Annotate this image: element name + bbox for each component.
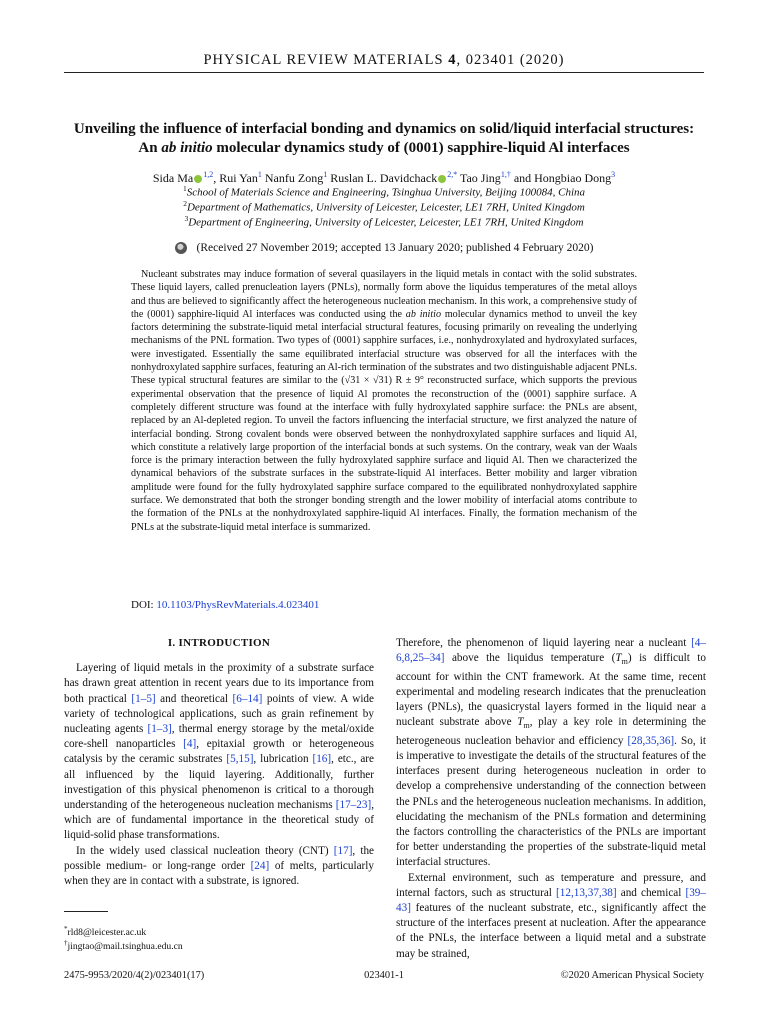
email-link[interactable]: jingtao@mail.tsinghua.edu.cn [67,941,183,953]
author-name: Ruslan L. Davidchack [330,171,438,185]
author-affiliation-mark[interactable]: 1,† [500,170,511,179]
citation-link[interactable]: [1–3] [147,723,172,736]
citation-link[interactable]: [4–6,8,25–34] [396,637,706,665]
journal-name: PHYSICAL REVIEW MATERIALS [203,52,444,68]
author-name: Nanfu Zong [264,171,324,185]
header-rule [64,72,704,73]
doi-line: DOI: 10.1103/PhysRevMaterials.4.023401 [131,599,320,611]
email-link[interactable]: rld8@leicester.ac.uk [67,927,147,939]
footer-page: 023401-1 [364,970,404,981]
abstract: Nucleant substrates may induce formation of several quasilayers in the liquid metals in contact with the solid substrates. These liquid layers, called prenucleation layers (PNLs), normally form above the liquidus temperatures of the metal alloys and thus are believed to significantly affect the heterogeneous nucleation mechanism. In this work, a comprehensive study of the (0001) sapphire-liquid Al interfaces was conducted using the ab initio molecular dynamics method to unveil the key factors determining the substrate-liquid metal interfacial structural features, focusing primarily on revealing the underlying mechanisms of the PNL formation. Two types of (0001) sapphire surfaces, i.e., nonhydroxylated and hydroxylated surfaces, were investigated. Essentially the same equilibrated interfacial structure was observed for all the interfaces with the nonhydroxylated sapphire surfaces, featuring an Al-rich termination of the substrates and two distinguishable adjacent PNLs. These typical structural features are similar to the (√31 × √31) R ± 9° reconstructed surface, which supports the previous experimental observation that the presence of liquid Al promotes the reconstruction of the (0001) sapphire surface. A completely different structure was found at the interface with fully hydroxylated sapphire surface: the PNLs are absent, replaced by an Al-depleted region. To unveil the factors influencing the interfacial structure, we first analyzed the nature of interfacial bonding. Strong covalent bonds were observed between the nonhydroxylated sapphire surfaces and liquid Al, which constitute a relatively large proportion of the interfacial bonds at such systems. On the contrary, weak van der Waals force is the primary interaction between the fully hydroxylated sapphire surface and liquid Al. Then we characterized the dynamical behaviors of the substrate surfaces in the substrate-liquid Al interfaces. Better mobility and larger vibration amplitude were found for the fully hydroxylated sapphire surface compared to the equilibrated nonhydroxylated sapphire surface. We demonstrated that both the stronger bonding strength and the lower mobility of interfacial atoms contribute to the formation of the PNLs at the nonhydroxylated sapphire-liquid Al interfaces. Finally, the formation mechanism of the PNLs at the substrate-liquid metal interface is summarized. [131,269,637,533]
citation-link[interactable]: [4] [183,738,197,751]
citation-link[interactable]: [5,15] [226,753,254,766]
author-affiliation-mark[interactable]: 2,* [447,170,458,179]
received-dates: (Received 27 November 2019; accepted 13 January 2020; published 4 February 2020) [64,242,704,254]
citation-link[interactable]: [17–23] [335,799,372,812]
paper-title [64,120,704,158]
citation-link[interactable]: [28,35,36] [627,734,675,747]
affiliation-2: $^2$Department of Mathematics, University of Leicester, Leicester, LE1 7RH, United Kingdom [183,199,585,214]
footer-copyright: ©2020 American Physical Society [560,970,704,981]
author-name: Sida Ma [152,171,194,185]
math-symbol: T [615,652,622,665]
orcid-icon[interactable] [194,175,202,183]
math-symbol: T [517,716,524,729]
paragraph: Layering of liquid metals in the proximity of a substrate surface has drawn great attention in recent years due to its importance from both practical [1–5] and theoretical [6–14] points of view. A wide variety of technological applications, such as grain refinement by nucleating agents [1–3], thermal energy storage by the metal/oxide core-shell nanoparticles [4], epitaxial growth or heterogeneous catalysis by the ceramic substrates [5,15], lubrication [16], etc., are all influenced by the liquid layering. Additionally, further investigation of this physical phenomenon is critical to a thorough understanding of the heterogeneous nucleation mechanisms [17–23], which are of fundamental importance in the theoretical study of liquid-solid phase transformations. [64,662,375,842]
footer-issn: 2475-9953/2020/4(2)/023401(17) [64,970,205,981]
article-number: , 023401 (2020) [456,52,565,68]
citation-link[interactable]: [12,13,37,38] [556,886,617,899]
column-left [64,636,374,889]
author-name: and Hongbiao Dong [513,171,612,185]
author-affiliation-mark[interactable]: 3 [611,170,616,179]
affiliation-1: $^1$School of Materials Science and Engineering, Tsinghua University, Beijing 100084, China [182,184,586,199]
running-header [64,52,704,69]
author-name: Tao Jing [459,171,501,185]
journal-volume: 4 [448,52,457,68]
footnote-2: †jingtao@mail.tsinghua.edu.cn [64,939,183,953]
citation-link[interactable]: [6–14] [232,692,263,705]
title-line-2: An ab initio molecular dynamics study of (0001) sapphire-liquid Al interfaces [138,140,630,156]
orcid-icon[interactable] [438,175,446,183]
math-subscript: m [523,721,530,731]
author-affiliation-mark[interactable]: 1,2 [203,170,214,179]
section-heading: I. INTRODUCTION [167,637,271,649]
citation-link[interactable]: [39–43] [396,886,706,914]
citation-link[interactable]: [17] [333,844,353,857]
column-right-body [396,636,706,962]
paragraph: External environment, such as temperature and pressure, and internal factors, such as structural [12,13,37,38] and chemical [39–43] features of the nucleant substrate, etc., significantly affect the structure of the interfaces present at nucleation. After the appearance of the PNLs, the interface between a liquid metal and a substrate may be strained, [396,871,706,960]
footnote-rule [64,911,108,912]
citation-link[interactable]: [1–5] [131,692,156,705]
citation-link[interactable]: [24] [250,859,270,872]
author-name: Rui Yan [219,171,258,185]
author-affiliation-mark[interactable]: 1 [323,170,328,179]
column-left-body [64,661,374,889]
author-list: Sida Ma $^{1,2}$, Rui Yan$^1$ Nanfu Zong$^1$ Ruslan L. Davidchack $^{2,*}$ Tao Jing$^{1,\dagger}$ and Hongbiao Dong$^3$ [152,170,616,185]
paragraph: In the widely used classical nucleation theory (CNT) [17], the possible medium- or long-range order [24] of melts, particularly when they are in contact with a substrate, is ignored. [64,844,375,888]
author-affiliation-mark[interactable]: 1 [257,170,262,179]
footnote-1: *rld8@leicester.ac.uk [64,925,147,939]
column-right [396,636,706,962]
math-subscript: m [621,657,628,667]
paragraph: Therefore, the phenomenon of liquid layering near a nucleant [4–6,8,25–34] above the liquidus temperature $(T_m)$ is difficult to account for within the CNT framework. At the same time, recent experimental and modeling research indicates that the prenucleation layers (PNLs), the quasicrystal layers formed in the liquid near a nucleant substrate above $T_m$, play a key role in determining the heterogeneous nucleation behavior and efficiency [28,35,36]. So, it is imperative to investigate the details of the structural features of the interfaces present during heterogeneous nucleation in order to develop a comprehensive understanding of the connection between the PNLs and the heterogeneous nucleation mechanisms. In addition, elucidating the mechanism of the PNLs formation and determining the factors controlling the characteristics of the PNLs are important for better understanding the properties of the substrate-liquid metal interfacial structures. [396,637,707,869]
crossmark-icon[interactable] [175,242,187,254]
citation-link[interactable]: [16] [312,753,332,766]
title-line-1: Unveiling the influence of interfacial bonding and dynamics on solid/liquid interfacial structures: [73,121,695,137]
affiliation-3: $^3$Department of Engineering, University of Leicester, Leicester, LE1 7RH, United Kingdom [184,214,584,229]
doi-link[interactable]: 10.1103/PhysRevMaterials.4.023401 [156,599,320,611]
